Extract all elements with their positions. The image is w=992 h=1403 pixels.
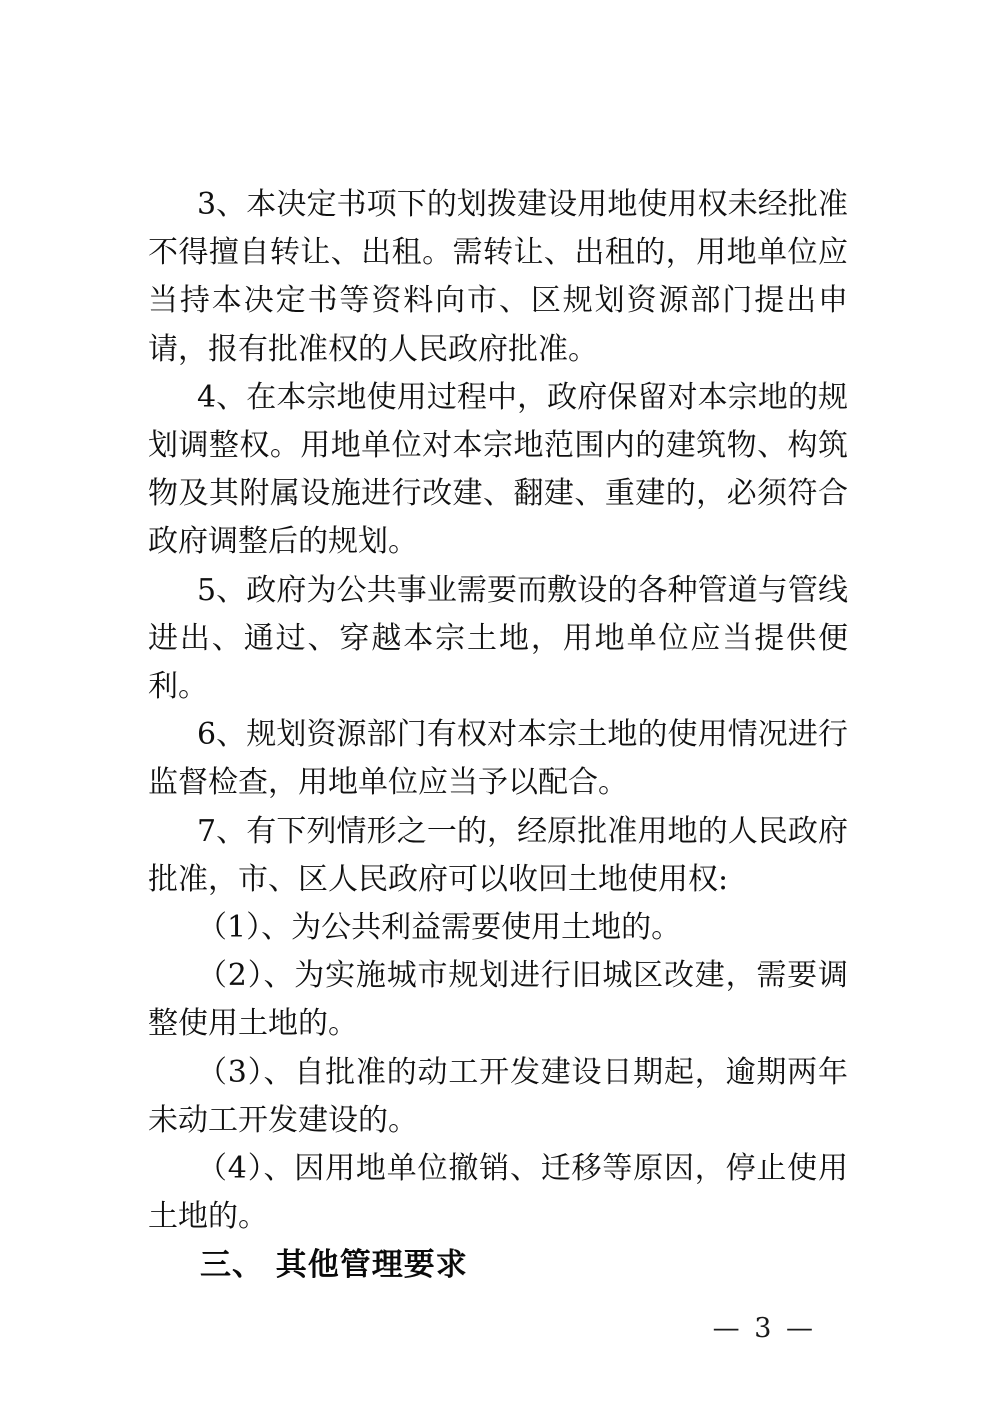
paragraph-subclause-3: （3）、自批准的动工开发建设日期起，逾期两年未动工开发建设的。 bbox=[148, 1054, 848, 1138]
paragraph-subclause-4: （4）、因用地单位撤销、迁移等原因，停止使用土地的。 bbox=[148, 1151, 848, 1235]
document-body bbox=[148, 181, 848, 1290]
page-footer bbox=[666, 1282, 816, 1375]
paragraph-clause-6: 6、规划资源部门有权对本宗土地的使用情况进行监督检查，用地单位应当予以配合。 bbox=[148, 717, 848, 801]
paragraph-subclause-1: （1）、为公共利益需要使用土地的。 bbox=[197, 910, 682, 946]
paragraph-clause-4: 4、在本宗地使用过程中，政府保留对本宗地的规划调整权。用地单位对本宗地范围内的建筑物、构筑物及其附属设施进行改建、翻建、重建的，必须符合政府调整后的规划。 bbox=[148, 379, 848, 560]
paragraph-clause-5: 5、政府为公共事业需要而敷设的各种管道与管线进出、通过、穿越本宗土地，用地单位应当提供便利。 bbox=[148, 572, 848, 705]
paragraph-clause-7: 7、有下列情形之一的，经原批准用地的人民政府批准，市、区人民政府可以收回土地使用权: bbox=[148, 813, 848, 897]
paragraph-subclause-2: （2）、为实施城市规划进行旧城区改建，需要调整使用土地的。 bbox=[148, 958, 848, 1042]
section-heading-other-management-requirements: 三、 其他管理要求 bbox=[200, 1247, 468, 1284]
paragraph-clause-3: 3、本决定书项下的划拨建设用地使用权未经批准不得擅自转让、出租。需转让、出租的，用地单位应当持本决定书等资料向市、区规划资源部门提出申请，报有批准权的人民政府批准。 bbox=[148, 187, 848, 367]
page-number: — 3 — bbox=[712, 1313, 816, 1344]
